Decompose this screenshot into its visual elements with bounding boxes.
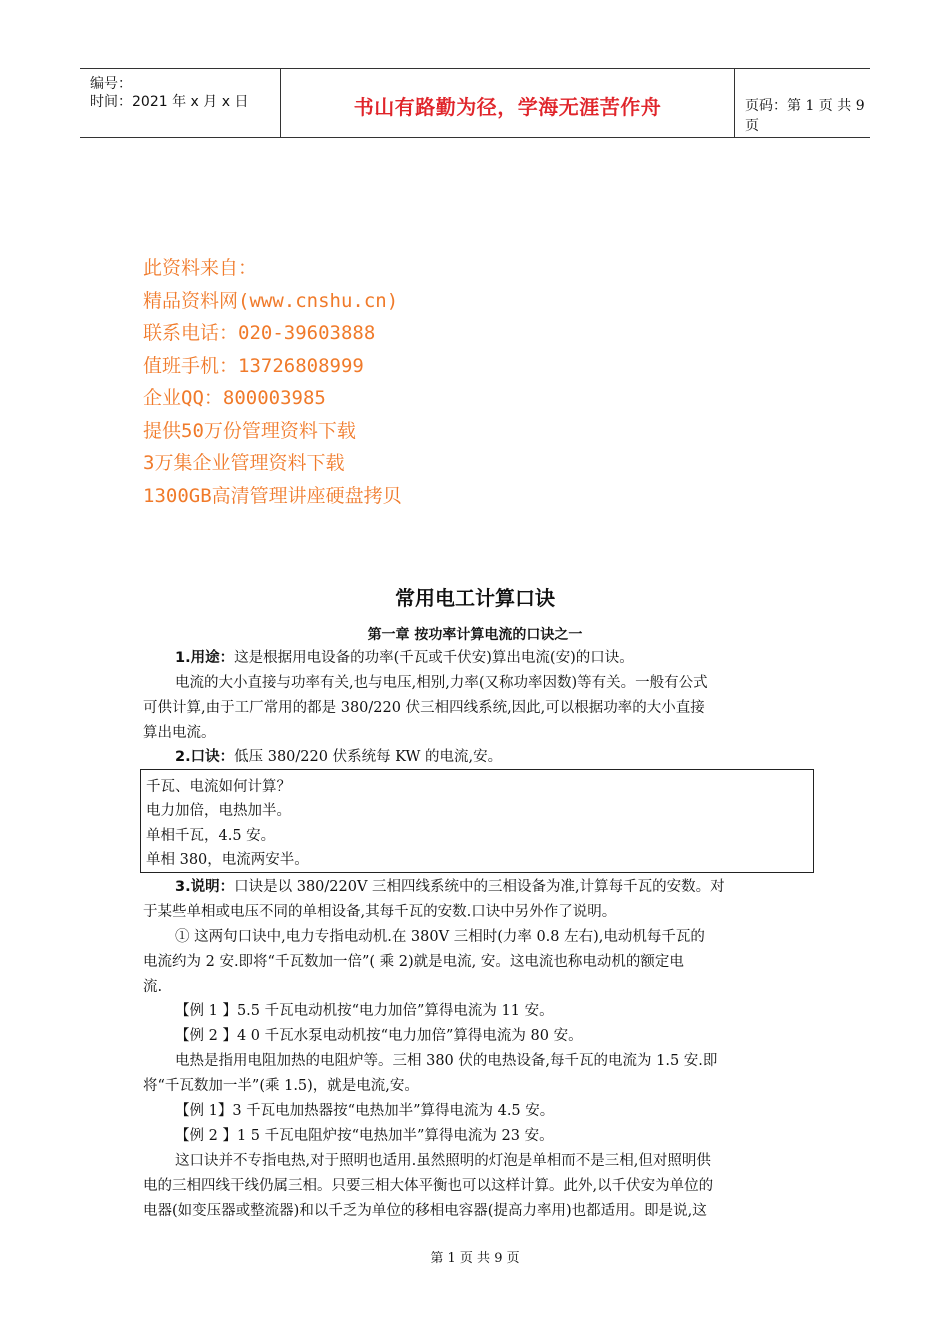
text-line: 电的三相四线干线仍属三相。只要三相大体平衡也可以这样计算。此外,以千伏安为单位的 [143, 1178, 714, 1194]
page-footer: 第 1 页 共 9 页 [430, 1251, 520, 1266]
text-line: 流. [143, 979, 163, 995]
text-line: 于某些单相或电压不同的单相设备,其每千瓦的安数.口诀中另外作了说明。 [143, 904, 617, 920]
text-line: 电热是指用电阻加热的电阻炉等。三相 380 伏的电热设备,每千瓦的电流为 1.5 安.即 [175, 1053, 718, 1069]
paragraph-usage [143, 646, 809, 671]
box-line: 电力加倍，电热加半。 [146, 803, 291, 819]
formula-box [140, 769, 814, 873]
usage-label: 1.用途： [175, 650, 235, 666]
text-line: 电器(如变压器或整流器)和以千乏为单位的移相电容器(提高力率用)也都适用。即是说,这 [143, 1203, 707, 1219]
example-line: 【例 1 】5.5 千瓦电动机按“电力加倍”算得电流为 11 安。 [175, 1003, 554, 1019]
box-line: 千瓦、电流如何计算？ [146, 779, 291, 795]
explanation-text: 口诀是以 380/220V 三相四线系统中的三相设备为准,计算每千瓦的安数。对 [234, 879, 725, 895]
formula-label: 2.口诀： [175, 749, 235, 765]
source-line: 企业QQ：800003985 [143, 387, 326, 409]
chapter-heading: 第一章 按功率计算电流的口诀之一 [367, 627, 583, 643]
source-line: 精品资料网(www.cnshu.cn) [143, 289, 399, 312]
source-info-block [143, 252, 402, 512]
box-line: 单相千瓦，4.5 安。 [146, 828, 276, 844]
time-label: 时间：2021 年 x 月 x 日 [90, 94, 249, 110]
paragraph-lighting [143, 1149, 809, 1224]
explanation-label: 3.说明： [175, 879, 235, 895]
text-line: 电流约为 2 安.即将“千瓦数加一倍”( 乘 2)就是电流, 安。这电流也称电动机的额定电 [143, 954, 684, 970]
source-line: 1300GB高清管理讲座硬盘拷贝 [143, 484, 402, 507]
paragraph-motor [143, 925, 809, 1000]
source-line: 3万集企业管理资料下载 [143, 452, 345, 474]
text-line: 可供计算,由于工厂常用的都是 380/220 伏三相四线系统,因此,可以根据功率的大小直接 [143, 700, 705, 716]
text-line: 算出电流。 [143, 725, 216, 741]
usage-text: 这是根据用电设备的功率(千瓦或千伏安)算出电流(安)的口诀。 [234, 650, 634, 666]
header-table [80, 68, 870, 138]
example-line: 【例 1】3 千瓦电加热器按“电热加半”算得电流为 4.5 安。 [175, 1103, 555, 1119]
source-line: 此资料来自： [143, 257, 258, 279]
header-page-info: 页码：第 1 页 共 9 页 [745, 98, 865, 134]
box-line: 单相 380，电流两安半。 [146, 852, 309, 868]
paragraph-explanation [143, 875, 809, 925]
number-label: 编号： [90, 76, 132, 92]
source-line: 联系电话：020-39603888 [143, 322, 376, 344]
text-line: 这口诀并不专指电热,对于照明也适用.虽然照明的灯泡是单相而不是三相,但对照明供 [175, 1153, 711, 1169]
paragraph-heating [143, 1049, 809, 1099]
examples-motor [143, 999, 809, 1049]
formula-text: 低压 380/220 伏系统每 KW 的电流,安。 [234, 749, 503, 765]
text-line: ① 这两句口诀中,电力专指电动机.在 380V 三相时(力率 0.8 左右),电动机每千瓦的 [175, 929, 705, 945]
header-motto-cell [280, 69, 735, 137]
text-line: 电流的大小直接与功率有关,也与电压,相别,力率(又称功率因数)等有关。一般有公式 [175, 675, 708, 691]
paragraph-formula [143, 745, 809, 770]
examples-heating [143, 1099, 809, 1149]
source-line: 提供50万份管理资料下载 [143, 419, 356, 442]
example-line: 【例 2 】1 5 千瓦电阻炉按“电热加半”算得电流为 23 安。 [175, 1128, 554, 1144]
text-line: 将“千瓦数加一半”(乘 1.5)，就是电流,安。 [143, 1078, 419, 1094]
source-line: 值班手机：13726808999 [143, 354, 364, 377]
motto: 书山有路勤为径，学海无涯苦作舟 [353, 95, 662, 119]
document-title: 常用电工计算口诀 [395, 586, 555, 610]
paragraph-current [143, 671, 809, 746]
header-meta-cell [80, 69, 280, 137]
header-page-cell [735, 69, 870, 137]
example-line: 【例 2 】4 0 千瓦水泵电动机按“电力加倍”算得电流为 80 安。 [175, 1028, 583, 1044]
